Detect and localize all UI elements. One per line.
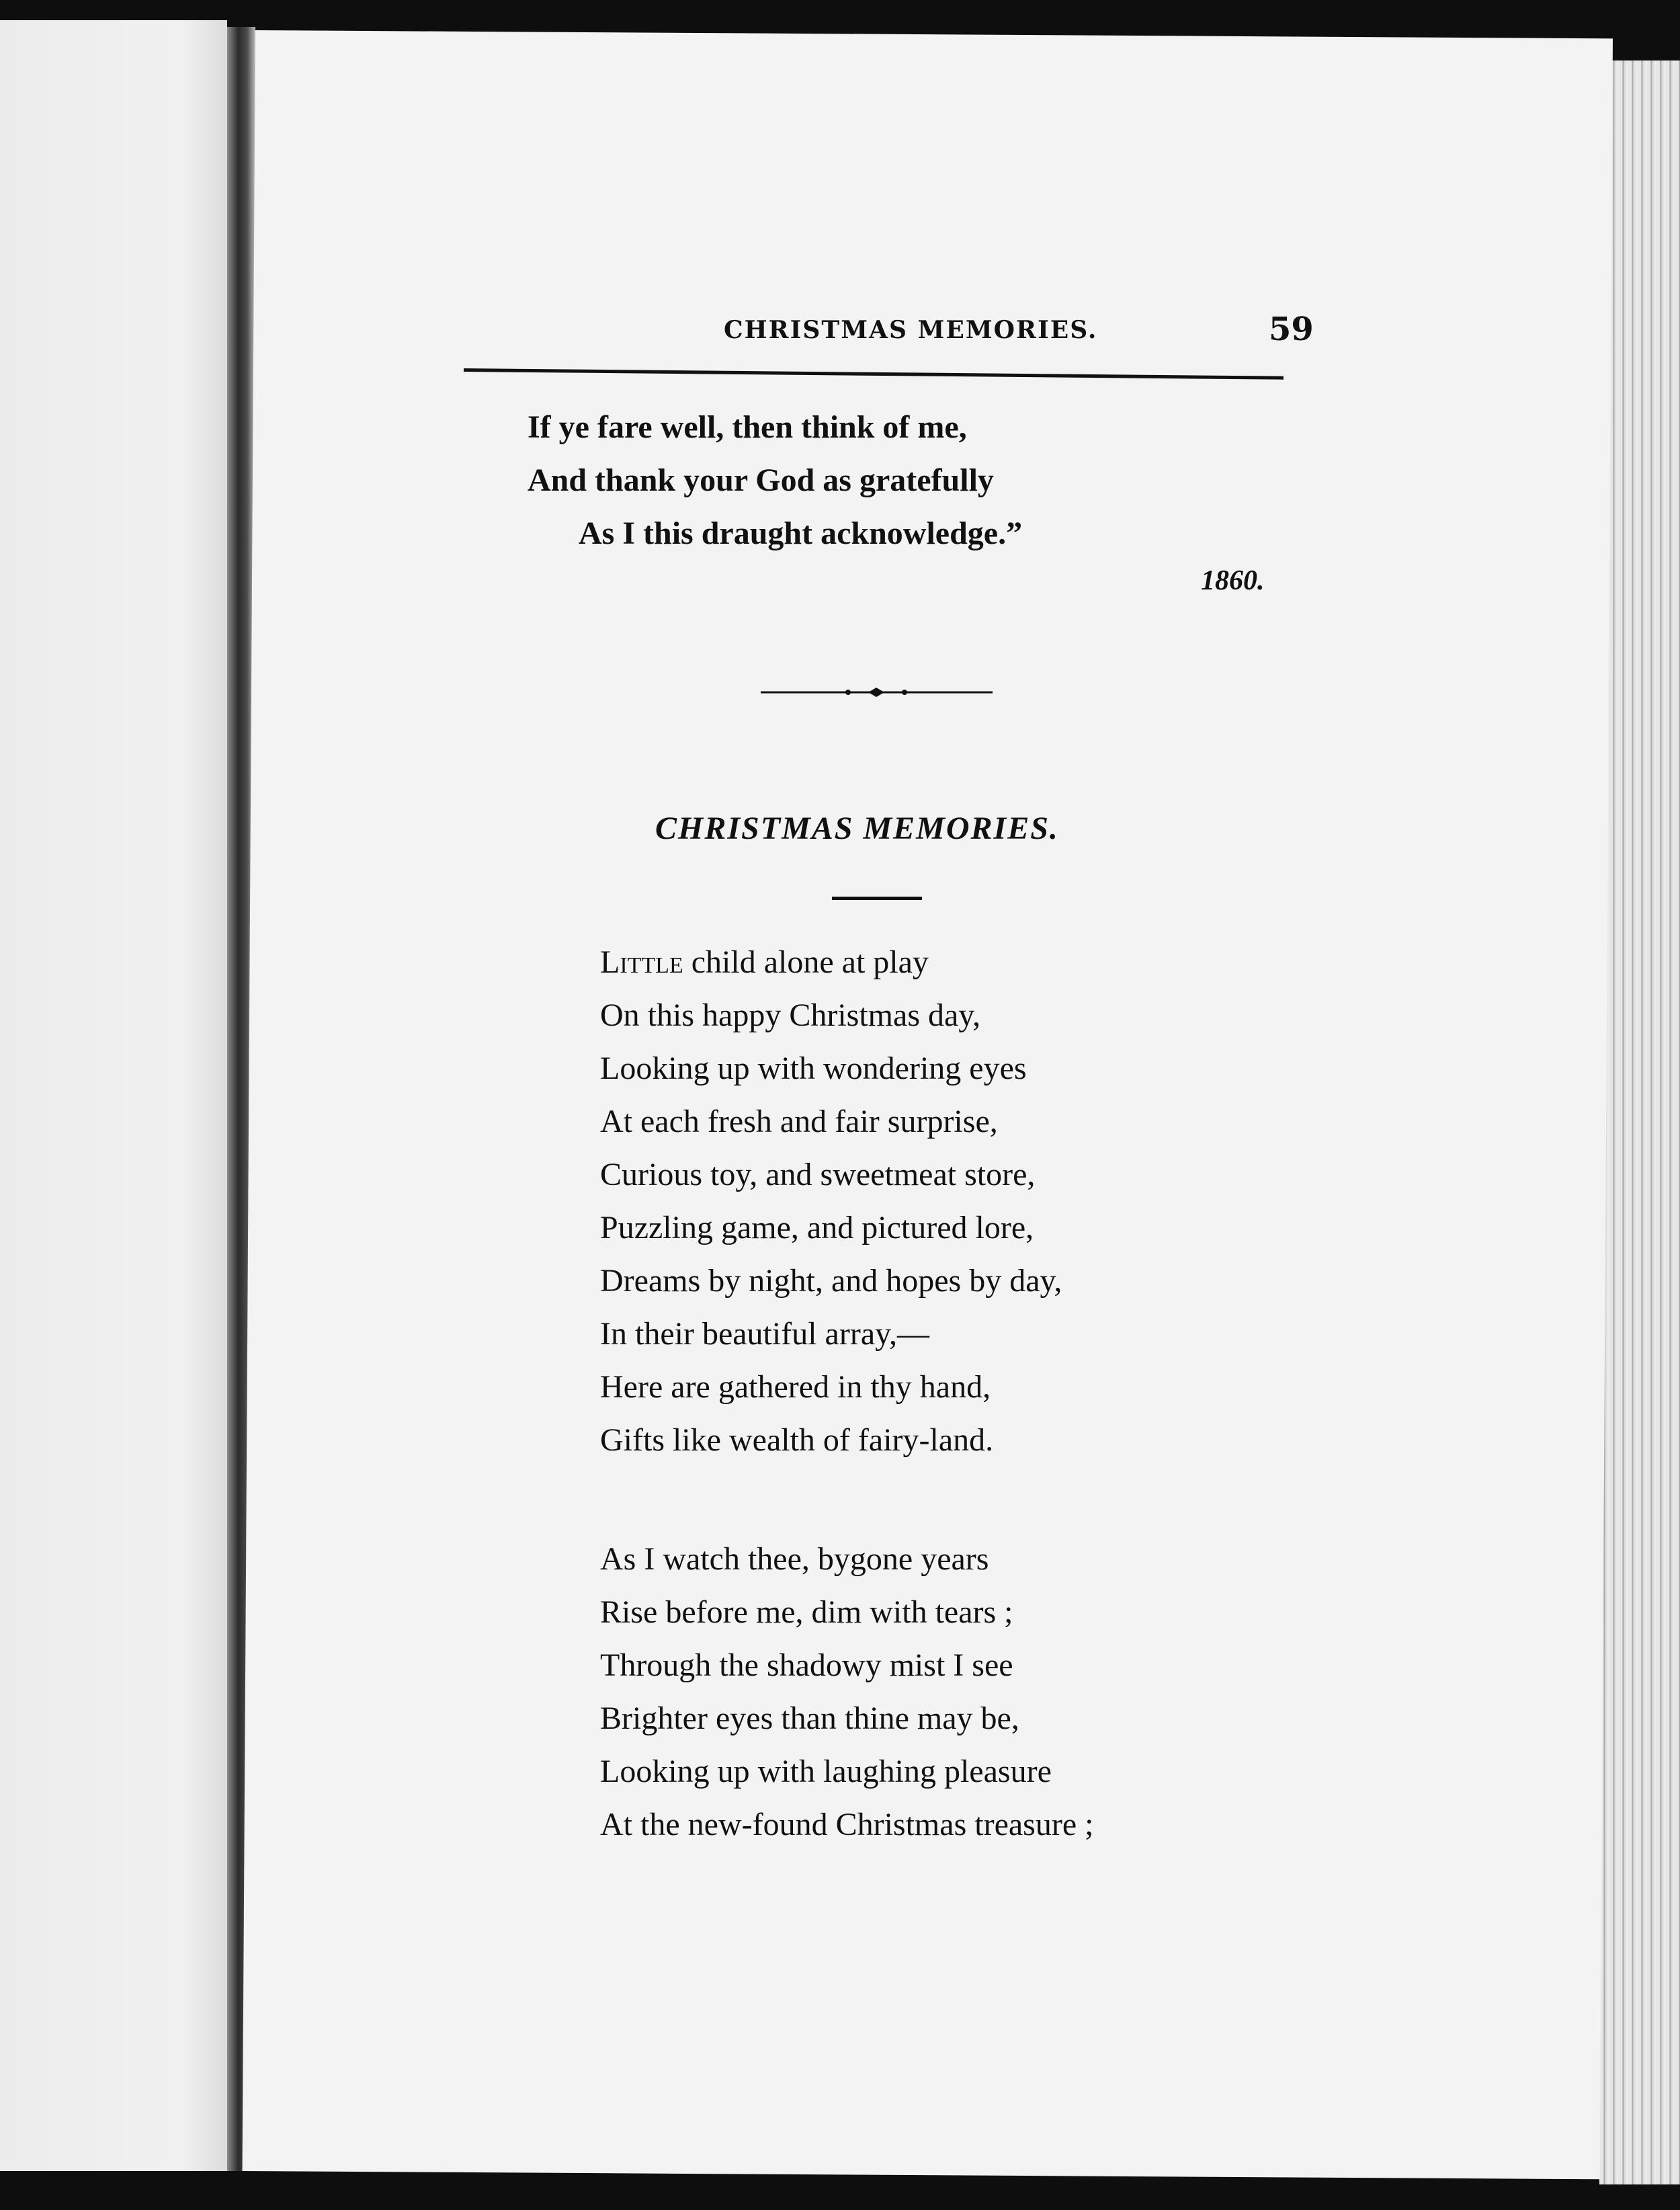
section-divider-ornament <box>761 679 993 706</box>
verse-line: Brighter eyes than thine may be, <box>600 1701 1019 1736</box>
previous-poem-ending <box>528 401 1022 560</box>
verse-line: Curious toy, and sweetmeat store, <box>600 1157 1036 1192</box>
verse-line: At each fresh and fair surprise, <box>600 1104 998 1139</box>
divider-ornament-icon <box>761 679 993 706</box>
verse-line: At the new-found Christmas treasure ; <box>600 1807 1094 1842</box>
verse-line: Gifts like wealth of fairy-land. <box>600 1422 994 1458</box>
page-edges <box>1599 60 1680 2184</box>
verse-line: On this happy Christmas day, <box>600 997 981 1033</box>
verse-line: As I watch thee, bygone years <box>600 1541 989 1577</box>
verse-line: As I this draught acknowledge.” <box>579 516 1023 551</box>
verse-line: Through the shadowy mist I see <box>600 1647 1013 1683</box>
poem-stanza-2 <box>600 1532 1093 1851</box>
verse-line <box>600 936 1062 989</box>
verse-line: If ye fare well, then think of me, <box>528 409 967 445</box>
poem-date: 1860. <box>1201 565 1265 596</box>
first-line-rest: child alone at play <box>683 944 929 980</box>
verse-line: In their beautiful array,— <box>600 1316 930 1352</box>
verse-line: Here are gathered in thy hand, <box>600 1369 991 1405</box>
verse-line: Rise before me, dim with tears ; <box>600 1594 1013 1630</box>
verse-line: Looking up with laughing pleasure <box>600 1754 1052 1789</box>
verse-line: Looking up with wondering eyes <box>600 1051 1027 1086</box>
verse-line: Puzzling game, and pictured lore, <box>600 1210 1034 1245</box>
poem-title: CHRISTMAS MEMORIES. <box>655 811 1059 846</box>
title-rule <box>832 897 922 900</box>
first-word: Little <box>600 944 683 980</box>
page-number: 59 <box>1269 311 1314 348</box>
poem-stanza-1 <box>600 936 1062 1467</box>
running-head-title: CHRISTMAS MEMORIES. <box>724 316 1098 344</box>
verse-line: And thank your God as gratefully <box>528 462 994 498</box>
left-facing-page <box>0 20 227 2171</box>
verse-line: Dreams by night, and hopes by day, <box>600 1263 1062 1299</box>
